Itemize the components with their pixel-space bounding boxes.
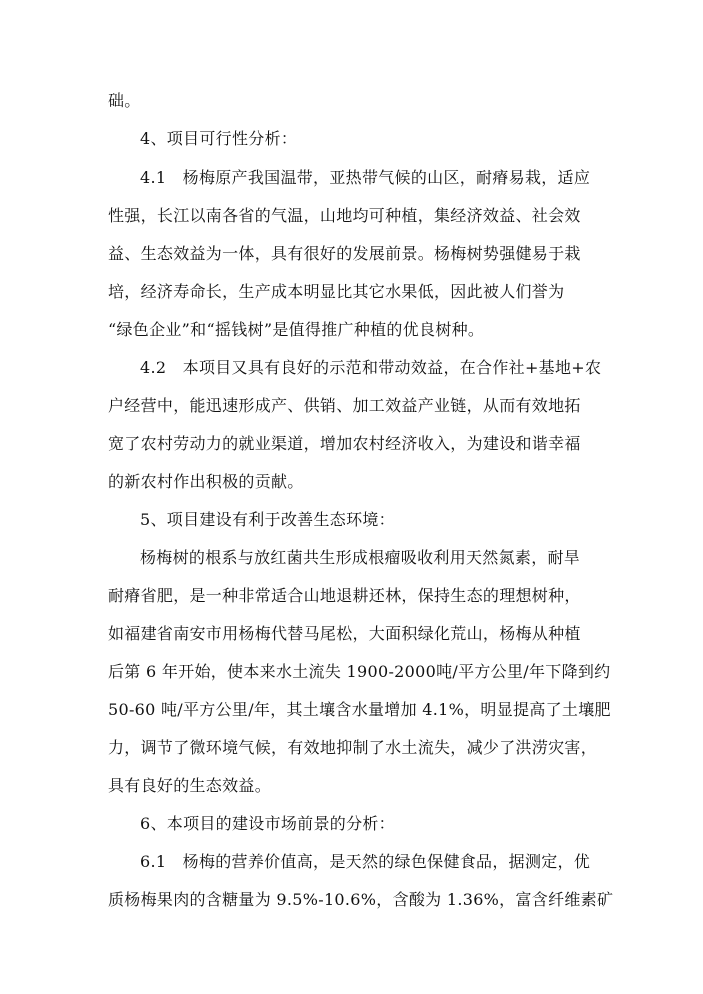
- paragraph-5-line-3: 如福建省南安市用杨梅代替马尾松，大面积绿化荒山，杨梅从种植: [108, 624, 581, 643]
- paragraph-4-2-line-3: 宽了农村劳动力的就业渠道，增加农村经济收入，为建设和谐幸福: [108, 434, 581, 453]
- paragraph-5-line-2: 耐瘠省肥，是一种非常适合山地退耕还林，保持生态的理想树种，: [108, 586, 581, 605]
- paragraph-5-line-4: 后第 6 年开始，使本来水土流失 1900-2000吨/平方公里/年下降到约: [108, 662, 611, 681]
- section-heading-5: 5、项目建设有利于改善生态环境：: [140, 510, 395, 529]
- section-heading-6: 6、本项目的建设市场前景的分析：: [140, 814, 395, 833]
- paragraph-6-1-line-2: 质杨梅果肉的含糖量为 9.5%-10.6%，含酸为 1.36%，富含纤维素矿: [108, 890, 614, 909]
- section-heading-4: 4、项目可行性分析：: [140, 129, 298, 148]
- paragraph-4-1-line-2: 性强，长江以南各省的气温，山地均可种植，集经济效益、社会效: [108, 206, 581, 225]
- paragraph-5-line-5: 50-60 吨/平方公里/年，其土壤含水量增加 4.1%，明显提高了土壤肥: [108, 700, 611, 719]
- paragraph-4-1-line-5: “绿色企业”和“摇钱树”是值得推广种植的优良树种。: [108, 320, 485, 339]
- paragraph-4-2-line-1: 4.2 本项目又具有良好的示范和带动效益，在合作社+基地+农: [140, 358, 602, 377]
- paragraph-4-2-line-4: 的新农村作出积极的贡献。: [108, 472, 304, 491]
- paragraph-6-1-line-1: 6.1 杨梅的营养价值高，是天然的绿色保健食品，据测定，优: [140, 852, 591, 871]
- paragraph-4-1-line-3: 益、生态效益为一体，具有很好的发展前景。杨梅树势强健易于栽: [108, 244, 581, 263]
- paragraph-5-line-7: 具有良好的生态效益。: [108, 776, 272, 795]
- paragraph-5-line-6: 力，调节了微环境气候，有效地抑制了水土流失，减少了洪涝灾害，: [108, 738, 598, 757]
- paragraph-4-2-line-2: 户经营中，能迅速形成产、供销、加工效益产业链，从而有效地拓: [108, 396, 581, 415]
- paragraph-5-line-1: 杨梅树的根系与放红菌共生形成根瘤吸收利用天然氮素，耐旱: [140, 548, 581, 567]
- paragraph-4-1-line-1: 4.1 杨梅原产我国温带，亚热带气候的山区，耐瘠易栽，适应: [140, 168, 591, 187]
- text-line-1: 础。: [108, 91, 141, 110]
- paragraph-4-1-line-4: 培，经济寿命长，生产成本明显比其它水果低，因此被人们誉为: [108, 282, 565, 301]
